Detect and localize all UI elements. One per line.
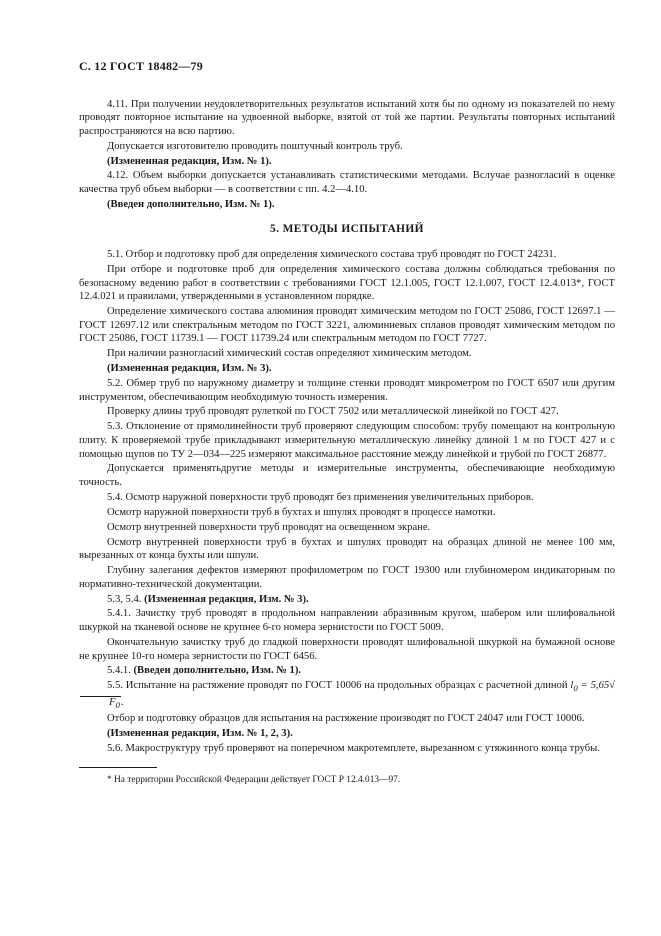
paragraph-5-1-chemical: Определение химического состава алюминия проводят химическим методом по ГОСТ 25086, ГОСТ 12697.1 — ГОСТ 12697.12 или спектральным методом по ГОСТ 3221, алюминиевых сплавов проводят химическим методом по ГОСТ 25086, ГОСТ 11739.1 — ГОСТ 11739.24 или спектральным методом по ГОСТ 7727. [79, 306, 615, 345]
paragraph-5-1: 5.1. Отбор и подготовку проб для определения химического состава труб проводят по ГОСТ 24231. [107, 249, 557, 261]
document-page [79, 60, 615, 789]
paragraph-5-5: 5.5. Испытание на растяжение проводят по ГОСТ 10006 на продольных образцах с расчетной длиной $l_0 = 5,65√F_0$. [79, 679, 615, 711]
paragraph-5-6: 5.6. Макроструктуру труб проверяют на поперечном макротемплете, вырезанном с утяжинного конца трубы. [107, 743, 600, 755]
paragraph-4-11: 4.11. При получении неудовлетворительных результатов испытаний хотя бы по одному из показателей по нему проводят повторное испытание на удвоенной выборке, взятой от той же партии. Результаты повторных испытаний распространяются на всю партию. [79, 98, 615, 137]
paragraph-5-1-safety: При отборе и подготовке проб для определения химического состава должны соблюдаться требования по безопасному ведению работ в соответствии с требованиями ГОСТ 12.1.005, ГОСТ 12.1.007, ГОСТ 12.4.013*, ГОСТ 12.4.021 и правилами, утвержденными в установленном порядке. [79, 264, 615, 303]
gauge-length-formula: $l_0 = 5,65√F_0$ [79, 680, 615, 708]
amendment-note-5: 5.4.1. (Введен дополнительно, Изм. № 1). [107, 665, 302, 677]
page-header: С. 12 ГОСТ 18482—79 [79, 59, 203, 73]
paragraph-5-4-coils: Осмотр наружной поверхности труб в бухтах и шпулях проводят в процессе намотки. [107, 506, 496, 518]
paragraph-5-4-inner-coils: Осмотр внутренней поверхности труб в бухтах и шпулях проводят на образцах длиной не менее 100 мм, вырезанных от конца бухты или шпули. [79, 536, 615, 562]
paragraph-5-2-length: Проверку длины труб проводят рулеткой по ГОСТ 7502 или металлической линейкой по ГОСТ 427. [107, 406, 559, 418]
footnote-divider [79, 767, 157, 768]
paragraph-5-3: 5.3. Отклонение от прямолинейности труб проверяют следующим способом: трубу помещают на контрольную плиту. К проверяемой трубе прикладывают измерительную металлическую линейку длиной 1 м по ГОСТ 427 и с помощью щупов по ТУ 2—034—225 измеряют максимальное расстояние между линейкой и трубой по ГОСТ 26877. [79, 421, 615, 460]
amendment-note-6: (Измененная редакция, Изм. № 1, 2, 3). [107, 728, 293, 740]
paragraph-5-1-disagreement: При наличии разногласий химический состав определяют химическим методом. [107, 348, 472, 360]
paragraph-5-5-samples: Отбор и подготовку образцов для испытания на растяжение производят по ГОСТ 24047 или ГОСТ 10006. [107, 713, 585, 725]
section-title: 5. МЕТОДЫ ИСПЫТАНИЙ [270, 222, 424, 235]
amendment-note-2: (Введен дополнительно, Изм. № 1). [107, 198, 275, 210]
amendment-note-3: (Измененная редакция, Изм. № 3). [107, 363, 272, 375]
paragraph-5-3-other: Допускается применятьдругие методы и измерительные инструменты, обеспечивающие необходимую точность. [79, 463, 615, 488]
footnote: * На территории Российской Федерации действует ГОСТ Р 12.4.013—97. [107, 774, 401, 785]
amendment-note-4: 5.3, 5.4. (Измененная редакция, Изм. № 3). [107, 593, 309, 605]
paragraph-5-4-inner: Осмотр внутренней поверхности труб проводят на освещенном экране. [107, 521, 431, 533]
paragraph-5-4-depth: Глубину залегания дефектов измеряют профилометром по ГОСТ 19300 или глубиномером индикаторным по нормативно-технической документации. [79, 565, 615, 590]
amendment-note-1: (Измененная редакция, Изм. № 1). [107, 155, 272, 167]
paragraph-4-12: 4.12. Объем выборки допускается устанавливать статистическими методами. Вслучае разногласий в оценке качества труб объем выборки — в соответствии с пп. 4.2—4.10. [79, 170, 615, 196]
paragraph-5-4-1: 5.4.1. Зачистку труб проводят в продольном направлении абразивным кругом, шабером или шлифовальной шкуркой на тканевой основе не крупнее 6-го номера зернистости по ГОСТ 5009. [79, 608, 615, 634]
paragraph-5-4: 5.4. Осмотр наружной поверхности труб проводят без применения увеличительных приборов. [107, 491, 534, 503]
paragraph-4-11-control: Допускается изготовителю проводить поштучный контроль труб. [107, 140, 403, 152]
paragraph-5-4-1-final: Окончательную зачистку труб до гладкой поверхности проводят шлифовальной шкуркой на бумажной основе не крупнее 10-го номера зернистости по ГОСТ 6456. [79, 636, 615, 662]
paragraph-5-2: 5.2. Обмер труб по наружному диаметру и толщине стенки проводят микрометром по ГОСТ 6507 или другим инструментом, обеспечивающим необходимую точность измерения. [79, 377, 615, 403]
